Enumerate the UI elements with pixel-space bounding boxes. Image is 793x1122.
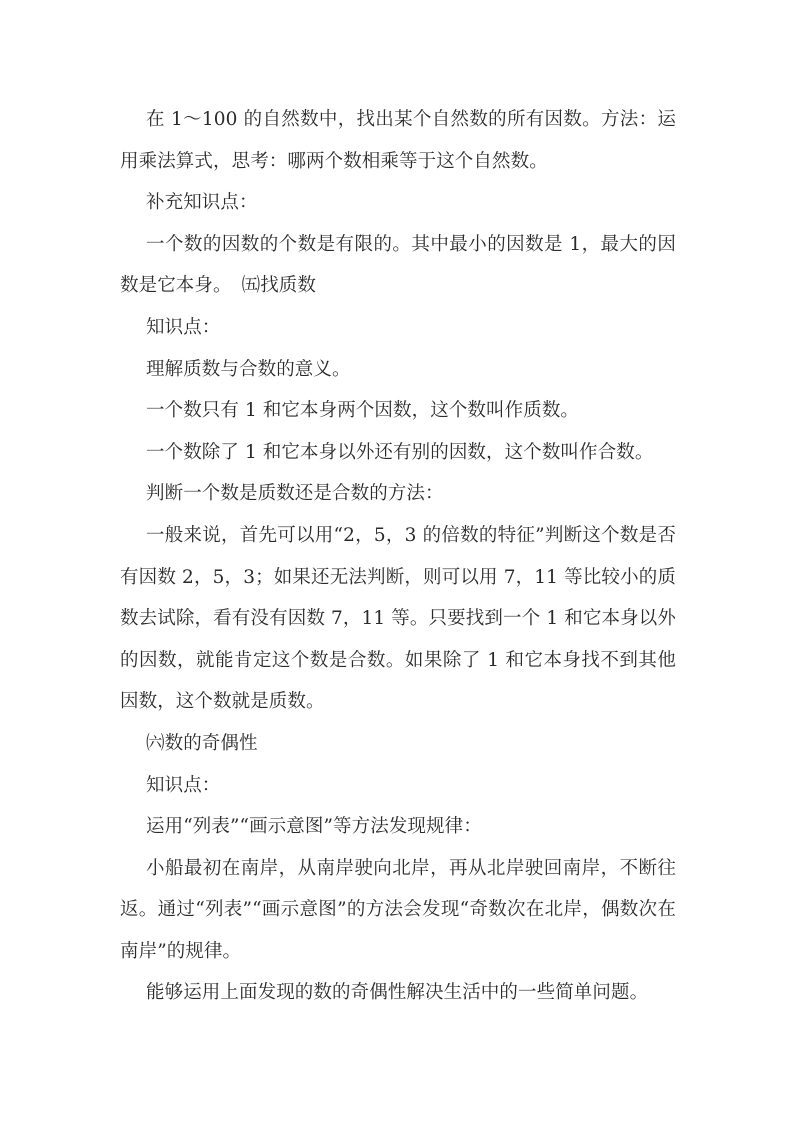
paragraph-method-heading: 判断一个数是质数还是合数的方法：	[146, 483, 444, 505]
paragraph-factor-count	[120, 224, 676, 307]
section-heading-find-primes: ㈤找质数	[241, 275, 317, 297]
paragraph-prime-definition: 一个数只有 1 和它本身两个因数，这个数叫作质数。	[146, 400, 580, 422]
paragraph-supplementary-heading: 补充知识点：	[146, 192, 258, 214]
factor-count-text: 一个数的因数的个数是有限的。其中最小的因数是 1，最大的因数是它本身。	[120, 233, 676, 297]
paragraph-knowledge-point-heading: 知识点：	[146, 316, 221, 338]
section-heading-parity: ㈥数的奇偶性	[146, 732, 258, 754]
paragraph-find-factors: 在 1～100 的自然数中，找出某个自然数的所有因数。方法：运用乘法算式，思考：哪两个数相乘等于这个自然数。	[120, 109, 676, 172]
paragraph-boat-example: 小船最初在南岸，从南岸驶向北岸，再从北岸驶回南岸，不断往返。通过“列表”“画示意图”的方法会发现“奇数次在北岸，偶数次在南岸”的规律。	[120, 857, 676, 962]
document-page	[120, 99, 676, 1014]
paragraph-discover-pattern: 运用“列表”“画示意图”等方法发现规律：	[146, 816, 482, 838]
paragraph-apply-parity: 能够运用上面发现的数的奇偶性解决生活中的一些简单问题。	[146, 982, 649, 1004]
paragraph-knowledge-point-heading-2: 知识点：	[146, 774, 221, 796]
paragraph-prime-composite-meaning: 理解质数与合数的意义。	[146, 358, 351, 380]
paragraph-composite-definition: 一个数除了 1 和它本身以外还有别的因数，这个数叫作合数。	[146, 441, 654, 463]
paragraph-method-explanation: 一般来说，首先可以用“2，5，3 的倍数的特征”判断这个数是否有因数 2，5，3；如果还无法判断，则可以用 7，11 等比较小的质数去试除，看有没有因数 7，11 等。只要找到一个 1 和它本身以外的因数，就能肯定这个数是合数。如果除了 1 和它本身找不到其他因数，这个数就是质数。	[120, 524, 676, 713]
